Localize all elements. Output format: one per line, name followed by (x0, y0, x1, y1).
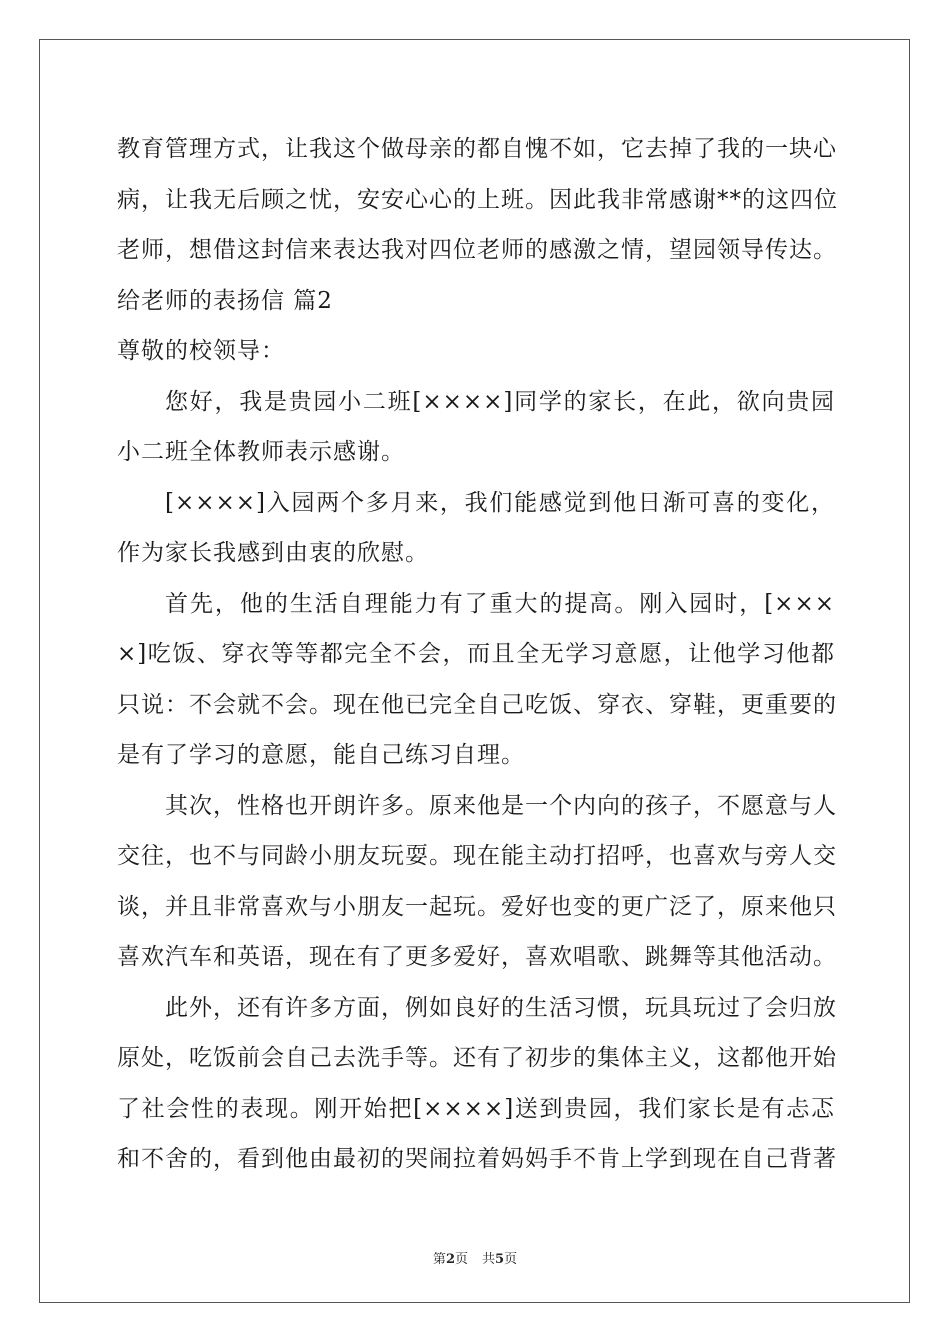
text-line: 谈，并且非常喜欢与小朋友一起玩。爱好也变的更广泛了，原来他只 (117, 893, 837, 920)
text-line: 此外，还有许多方面，例如良好的生活习惯，玩具玩过了会归放 (165, 994, 837, 1021)
text-line: 小二班全体教师表示感谢。 (117, 439, 405, 465)
text-line: 只说：不会就不会。现在他已完全自己吃饭、穿衣、穿鞋，更重要的 (117, 691, 837, 718)
total-prefix: 共 (482, 1252, 496, 1267)
text-line: 其次，性格也开朗许多。原来他是一个内向的孩子，不愿意与人 (165, 792, 837, 819)
salutation: 尊敬的校领导： (117, 338, 285, 364)
text-line: 和不舍的，看到他由最初的哭闹拉着妈妈手不肯上学到现在自己背著 (117, 1146, 837, 1172)
text-line: 教育管理方式，让我这个做母亲的都自愧不如，它去掉了我的一块心 (117, 136, 837, 162)
current-page-number: 2 (445, 1252, 455, 1267)
text-line: 老师，想借这封信来表达我对四位老师的感激之情，望园领导传达。 (117, 237, 837, 263)
text-line: 病，让我无后顾之忧，安安心心的上班。因此我非常感谢**的这四位 (117, 186, 838, 213)
page-footer (0, 1248, 950, 1267)
text-line: 原处，吃饭前会自己去洗手等。还有了初步的集体主义，这都他开始 (117, 1045, 837, 1071)
text-line: [××××]入园两个多月来，我们能感觉到他日渐可喜的变化， (165, 489, 835, 516)
document-body (117, 124, 838, 1185)
text-line: 作为家长我感到由衷的欣慰。 (117, 540, 429, 566)
text-line: 您好，我是贵园小二班[××××]同学的家长，在此，欲向贵园 (165, 388, 835, 415)
text-line: 了社会性的表现。刚开始把[××××]送到贵园，我们家长是有忐忑 (117, 1095, 835, 1122)
text-line: 是有了学习的意愿，能自己练习自理。 (117, 742, 525, 768)
text-line: 喜欢汽车和英语，现在有了更多爱好，喜欢唱歌、跳舞等其他活动。 (117, 944, 837, 970)
total-unit: 页 (504, 1252, 518, 1267)
total-page-number: 5 (495, 1252, 505, 1267)
text-line: ×]吃饭、穿衣等等都完全不会，而且全无学习意愿，让他学习他都 (117, 641, 835, 667)
page-unit: 页 (454, 1252, 468, 1267)
section-heading: 给老师的表扬信 篇2 (117, 287, 333, 314)
text-line: 首先，他的生活自理能力有了重大的提高。刚入园时，[××× (165, 590, 835, 617)
page-prefix: 第 (432, 1252, 446, 1267)
text-line: 交往，也不与同龄小朋友玩耍。现在能主动打招呼，也喜欢与旁人交 (117, 843, 837, 869)
